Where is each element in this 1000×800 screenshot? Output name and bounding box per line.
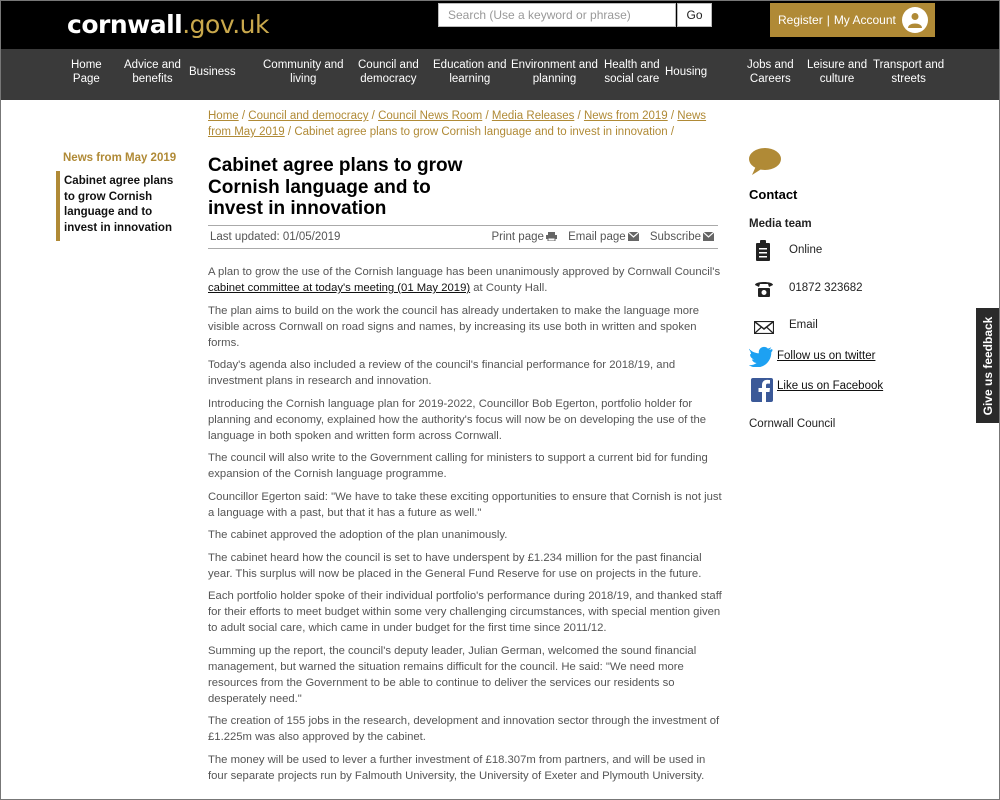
breadcrumb-link[interactable]: Council and democracy xyxy=(248,110,369,122)
article-paragraph: Introducing the Cornish language plan for 2019-2022, Councillor Bob Egerton, portfolio holder for planning and economy, explained how the authority's focus will now be on developing the use of the language in both spoken and written form across Cornwall. xyxy=(208,397,707,442)
article-meta-bar xyxy=(208,225,718,249)
envelope-icon xyxy=(754,321,774,334)
contact-online-label: Online xyxy=(789,244,823,256)
my-account-link[interactable]: My Account xyxy=(833,13,896,27)
search-input[interactable]: Search (Use a keyword or phrase) xyxy=(438,3,676,27)
nav-label: Business xyxy=(189,66,236,78)
envelope-icon xyxy=(628,232,639,241)
article-body xyxy=(208,264,723,790)
breadcrumb-link[interactable]: Council News Room xyxy=(378,110,483,122)
nav-item-housing[interactable] xyxy=(665,65,707,79)
nav-label: Transport and streets xyxy=(873,59,945,85)
breadcrumb-separator: / xyxy=(670,126,675,138)
breadcrumb-separator: / xyxy=(485,110,489,122)
telephone-icon xyxy=(754,280,774,298)
page-tools xyxy=(483,231,714,243)
article-paragraph: The cabinet approved the adoption of the plan unanimously. xyxy=(208,529,508,541)
breadcrumb-link[interactable]: News from 2019 xyxy=(583,110,668,122)
twitter-bird-icon xyxy=(749,346,773,367)
article-paragraph: Today's agenda also included a review of the council's financial performance for 2018/19, and investment plans in research and innovation. xyxy=(208,359,676,387)
contact-phone-number: 01872 323682 xyxy=(789,282,863,294)
nav-label: Housing xyxy=(665,66,708,78)
subscribe-button[interactable] xyxy=(650,231,714,243)
article-paragraph: The plan aims to build on the work the council has already undertaken to make the language more visible across Cornwall on road signs and names, by increasing its use both in written and spoken forms. xyxy=(208,304,700,349)
article-paragraph: Councillor Egerton said: "We have to take these exciting opportunities to ensure that Cornish is not just a language with a past, but that it has a future as well." xyxy=(208,490,722,519)
facebook-row[interactable] xyxy=(749,376,949,402)
contact-online-row[interactable] xyxy=(749,239,949,263)
nav-label: Jobs and Careers xyxy=(747,59,794,85)
nav-label: Community and living xyxy=(263,59,344,85)
nav-label: Education and learning xyxy=(433,59,507,85)
nav-item-community[interactable] xyxy=(263,58,344,86)
account-panel xyxy=(770,3,935,37)
paragraph-text: at County Hall. xyxy=(470,282,548,294)
nav-item-leisure[interactable] xyxy=(807,58,867,86)
nav-label: Leisure and culture xyxy=(807,59,868,85)
main-navigation xyxy=(1,49,1000,100)
contact-email-row[interactable] xyxy=(749,318,949,336)
printer-icon xyxy=(546,232,557,241)
facebook-link[interactable]: Like us on Facebook xyxy=(777,380,884,392)
site-logo[interactable] xyxy=(67,10,269,39)
article-paragraph: Each portfolio holder spoke of their individual portfolio's performance during 2018/19, and thanked staff for their efforts to meet budget within some very challenging circumstances, with special mention given to adult social care, which came in under budget for the first time since 2011/12. xyxy=(208,590,722,634)
nav-label: Health and social care xyxy=(604,59,660,85)
nav-label: Home Page xyxy=(71,59,102,85)
article-paragraph: The cabinet heard how the council is set to have underspent by £1.234 million for the past financial year. This surplus will now be placed in the General Fund Reserve for use on projects in the future. xyxy=(208,551,702,580)
twitter-link[interactable]: Follow us on twitter xyxy=(777,350,876,362)
article-paragraph: The creation of 155 jobs in the research, development and innovation sector through the investment of £1.225m was also approved by the cabinet. xyxy=(208,715,720,743)
nav-item-council[interactable] xyxy=(358,58,419,86)
breadcrumb xyxy=(208,108,708,140)
cabinet-meeting-link[interactable]: cabinet committee at today's meeting (01 May 2019) xyxy=(208,282,471,294)
paragraph-text: A plan to grow the use of the Cornish language has been unanimously approved by Cornwall Council's xyxy=(208,266,721,278)
logo-main-text: cornwall xyxy=(67,10,183,39)
article-paragraph xyxy=(208,264,723,296)
breadcrumb-separator: / xyxy=(241,110,246,122)
logo-domain-text: .gov.uk xyxy=(182,10,269,39)
breadcrumb-link[interactable]: Media Releases xyxy=(491,110,575,122)
nav-item-advice[interactable] xyxy=(124,58,181,86)
speech-bubble-icon xyxy=(748,147,782,177)
contact-organisation: Cornwall Council xyxy=(749,418,836,430)
register-link[interactable]: Register xyxy=(778,13,823,27)
envelope-icon xyxy=(703,232,714,241)
nav-item-environment[interactable] xyxy=(511,58,598,86)
nav-label: Environment and planning xyxy=(511,59,598,85)
page-title: Cabinet agree plans to grow Cornish language and to invest in innovation xyxy=(208,155,463,219)
nav-item-education[interactable] xyxy=(433,58,507,86)
nav-label: Advice and benefits xyxy=(124,59,181,85)
email-page-button[interactable] xyxy=(568,231,639,243)
site-header xyxy=(1,1,1000,49)
feedback-tab[interactable] xyxy=(976,308,1000,423)
contact-heading: Contact xyxy=(749,187,798,202)
media-team-label: Media team xyxy=(749,218,812,230)
search-go-button[interactable]: Go xyxy=(677,3,712,27)
email-label: Email page xyxy=(568,231,626,243)
article-paragraph: The council will also write to the Government calling for ministers to support a current bid for funding expansion of the Cornish language programme. xyxy=(208,452,708,480)
breadcrumb-separator: / xyxy=(577,110,581,122)
contact-email-label: Email xyxy=(789,319,818,331)
breadcrumb-separator: / xyxy=(287,126,292,138)
print-label: Print page xyxy=(491,231,544,243)
feedback-label: Give us feedback xyxy=(981,316,995,415)
nav-item-jobs[interactable] xyxy=(747,58,794,86)
breadcrumb-current: Cabinet agree plans to grow Cornish language and to invest in innovation xyxy=(294,126,668,138)
print-page-button[interactable] xyxy=(491,231,556,243)
breadcrumb-separator: / xyxy=(371,110,375,122)
nav-item-business[interactable] xyxy=(189,65,236,79)
nav-item-transport[interactable] xyxy=(873,58,944,86)
subscribe-label: Subscribe xyxy=(649,231,701,243)
facebook-icon xyxy=(751,378,773,402)
last-updated: Last updated: 01/05/2019 xyxy=(210,231,341,243)
nav-label: Council and democracy xyxy=(358,59,419,85)
sidebar-heading[interactable]: News from May 2019 xyxy=(63,152,177,164)
breadcrumb-separator: / xyxy=(670,110,675,122)
article-paragraph: Summing up the report, the council's deputy leader, Julian German, welcomed the sound financial management, but warned the situation remains difficult for the council. He said: "We need more resources from the Government to be able to continue to deliver the services our residents so desperately need." xyxy=(208,644,697,705)
sidebar-item-active[interactable]: Cabinet agree plans to grow Cornish language and to invest in innovation xyxy=(56,171,186,241)
twitter-row[interactable] xyxy=(749,346,949,368)
nav-item-home[interactable] xyxy=(71,58,102,86)
user-avatar-icon[interactable] xyxy=(902,7,928,33)
clipboard-icon xyxy=(755,240,771,262)
article-paragraph: The money will be used to lever a further investment of £18.307m from partners, and will be used in four separate projects run by Falmouth University, the University of Exeter and Plymouth University. xyxy=(208,753,706,782)
contact-phone-row[interactable] xyxy=(749,278,949,300)
breadcrumb-link[interactable]: News from May 2019 xyxy=(208,110,707,138)
breadcrumb-link[interactable]: Home xyxy=(208,110,239,122)
nav-item-health[interactable] xyxy=(604,58,660,86)
account-separator: | xyxy=(826,13,830,27)
